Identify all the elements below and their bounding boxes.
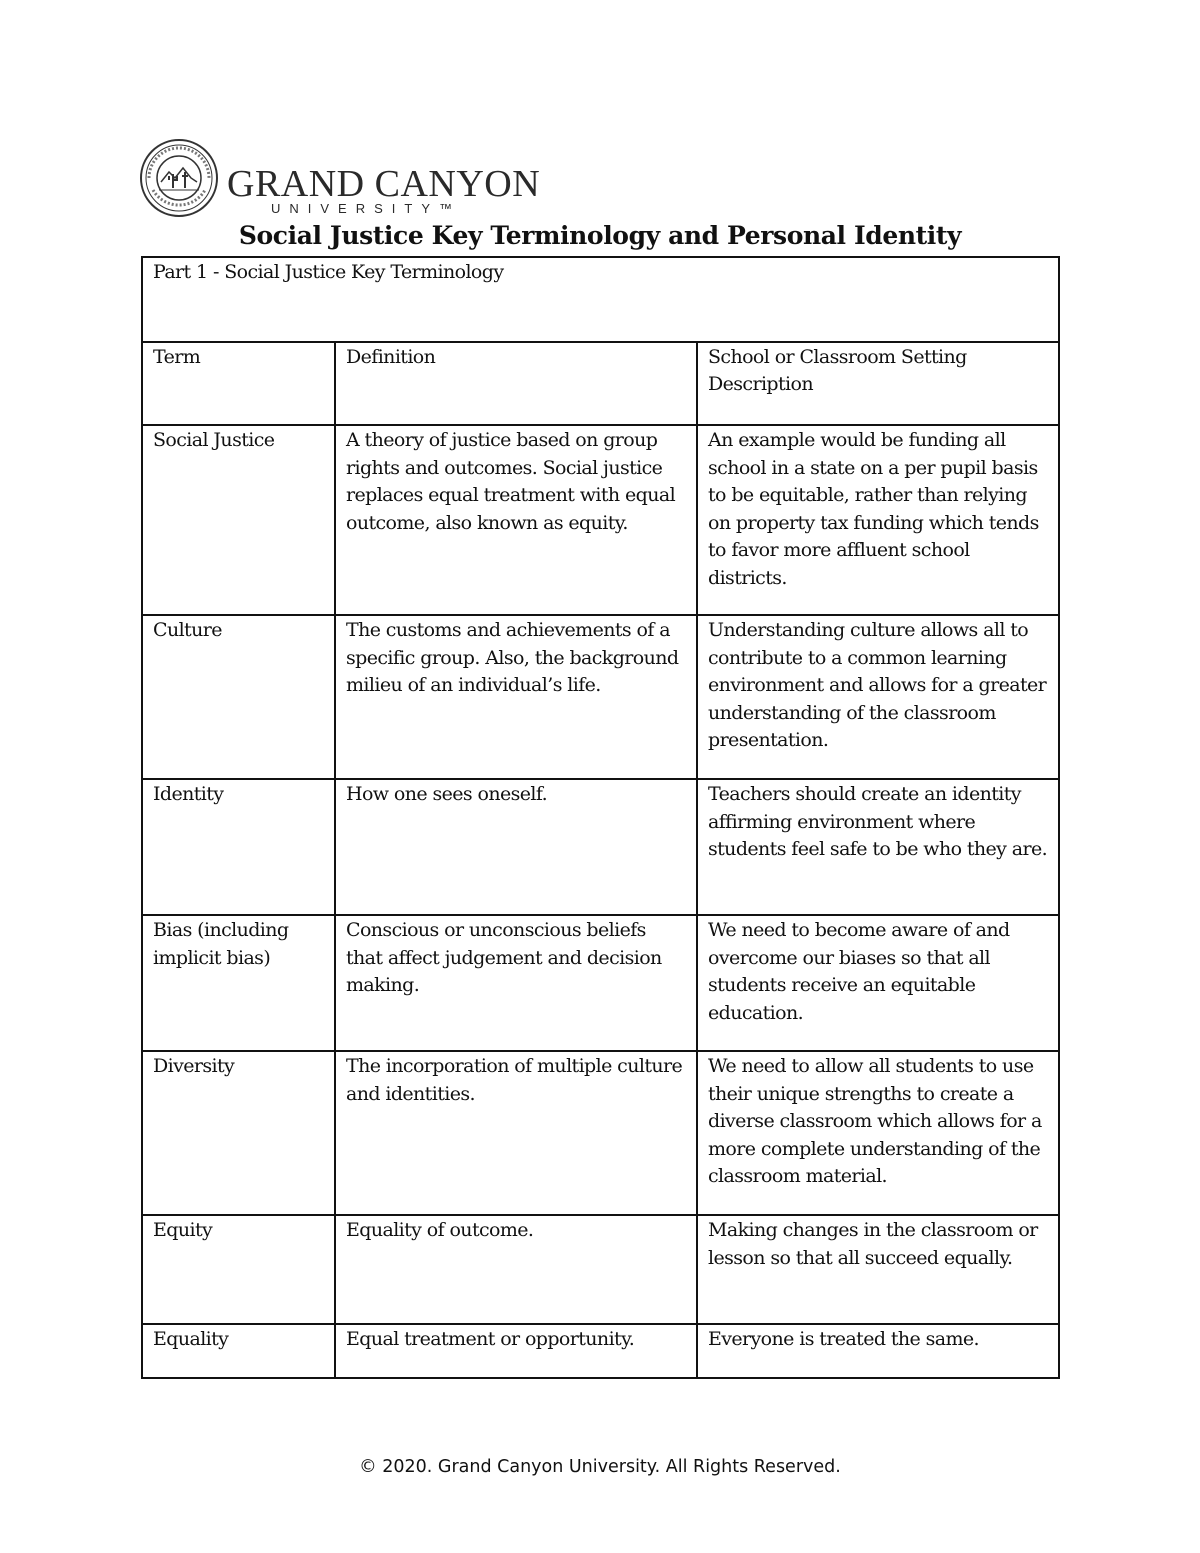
- column-header-description: School or Classroom Setting Description: [697, 342, 1059, 425]
- description-cell: Making changes in the classroom or lesson so that all succeed equally.: [697, 1215, 1059, 1324]
- table-row: [142, 915, 1059, 1051]
- term-cell: Culture: [142, 615, 335, 779]
- description-cell: We need to allow all students to use their unique strengths to create a diverse classroom which allows for a more complete understanding of the classroom material.: [697, 1051, 1059, 1215]
- table-row: [142, 779, 1059, 915]
- logo-wordmark-name: GRAND CANYON: [227, 163, 541, 205]
- term-cell: Bias (including implicit bias): [142, 915, 335, 1051]
- table-row: [142, 1215, 1059, 1324]
- terminology-table: [141, 256, 1060, 1379]
- description-cell: We need to become aware of and overcome our biases so that all students receive an equitable education.: [697, 915, 1059, 1051]
- term-cell: Diversity: [142, 1051, 335, 1215]
- column-header-row: [142, 342, 1059, 425]
- table-row: [142, 1051, 1059, 1215]
- term-cell: Equity: [142, 1215, 335, 1324]
- description-cell: Understanding culture allows all to contribute to a common learning environment and allows for a greater understanding of the classroom presentation.: [697, 615, 1059, 779]
- part-heading-row: [142, 257, 1059, 342]
- column-header-term: Term: [142, 342, 335, 425]
- copyright-footer: © 2020. Grand Canyon University. All Rights Reserved.: [359, 1457, 841, 1477]
- definition-cell: Equality of outcome.: [335, 1215, 697, 1324]
- definition-cell: Conscious or unconscious beliefs that affect judgement and decision making.: [335, 915, 697, 1051]
- description-cell: Everyone is treated the same.: [697, 1324, 1059, 1378]
- description-cell: An example would be funding all school in a state on a per pupil basis to be equitable, rather than relying on property tax funding which tends to favor more affluent school districts.: [697, 425, 1059, 615]
- table-row: [142, 615, 1059, 779]
- definition-cell: A theory of justice based on group rights and outcomes. Social justice replaces equal treatment with equal outcome, also known as equity.: [335, 425, 697, 615]
- column-header-definition: Definition: [335, 342, 697, 425]
- definition-cell: The incorporation of multiple culture and identities.: [335, 1051, 697, 1215]
- definition-cell: The customs and achievements of a specific group. Also, the background milieu of an individual’s life.: [335, 615, 697, 779]
- description-cell: Teachers should create an identity affirming environment where students feel safe to be who they are.: [697, 779, 1059, 915]
- table-row: [142, 1324, 1059, 1378]
- term-cell: Social Justice: [142, 425, 335, 615]
- table-row: [142, 425, 1059, 615]
- term-cell: Equality: [142, 1324, 335, 1378]
- university-seal-icon: [139, 138, 219, 218]
- university-logo: [139, 138, 541, 228]
- part-heading: Part 1 - Social Justice Key Terminology: [142, 257, 1059, 342]
- logo-wordmark-university: UNIVERSITY™: [271, 201, 462, 216]
- document-title: Social Justice Key Terminology and Personal Identity: [238, 221, 962, 250]
- definition-cell: Equal treatment or opportunity.: [335, 1324, 697, 1378]
- term-cell: Identity: [142, 779, 335, 915]
- definition-cell: How one sees oneself.: [335, 779, 697, 915]
